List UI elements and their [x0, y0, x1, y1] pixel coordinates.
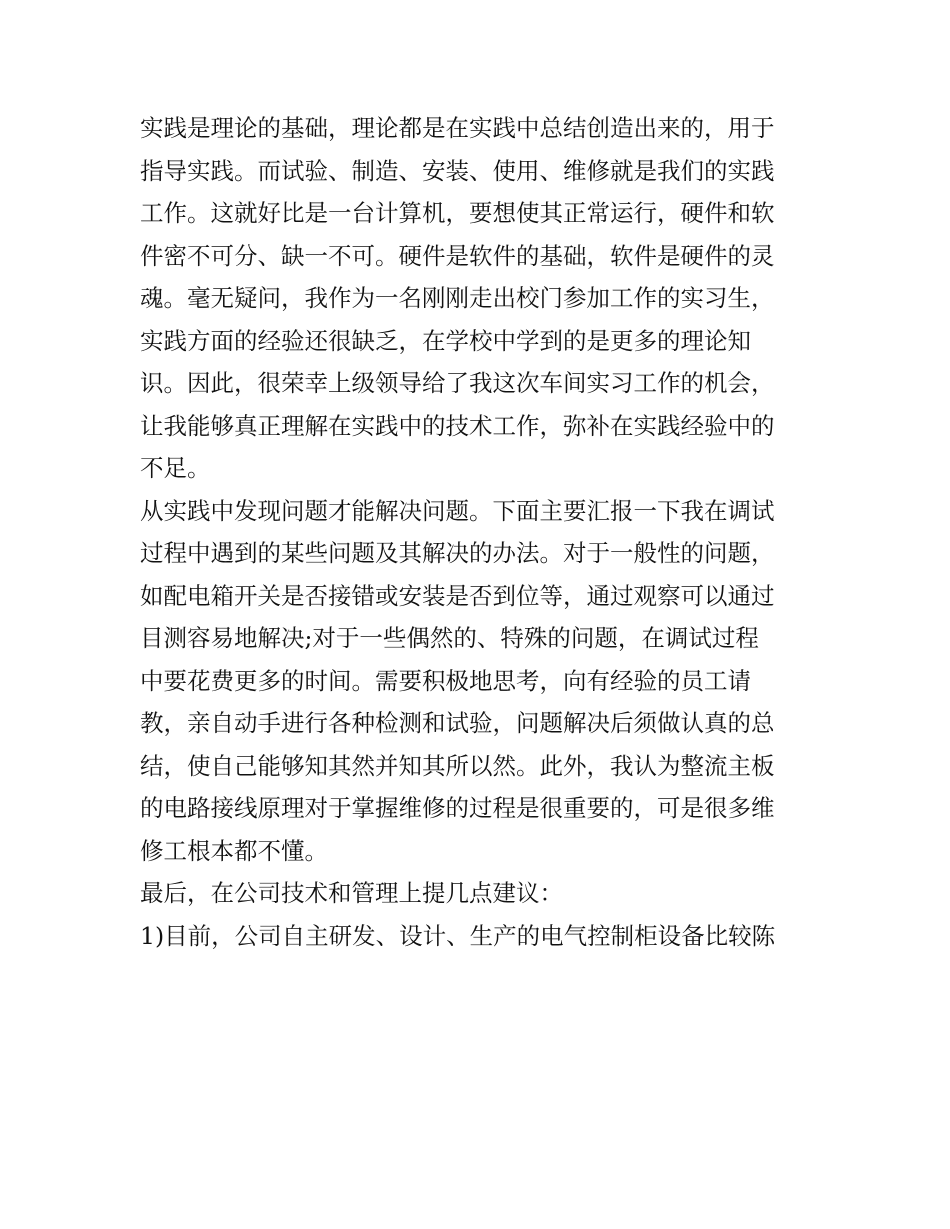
- text-line: 结，使自己能够知其然并知其所以然。此外，我认为整流主板: [140, 751, 775, 780]
- text-line: 工作。这就好比是一台计算机，要想使其正常运行，硬件和软: [140, 199, 775, 227]
- text-line: 1)目前，公司自主研发、设计、生产的电气控制柜设备比较陈: [140, 921, 776, 950]
- text-line: 让我能够真正理解在实践中的技术工作，弥补在实践经验中的: [140, 411, 775, 440]
- body-text: [140, 107, 820, 957]
- text-line: 件密不可分、缺一不可。硬件是软件的基础，软件是硬件的灵: [140, 241, 775, 270]
- text-line: 魂。毫无疑问，我作为一名刚刚走出校门参加工作的实习生，: [140, 284, 775, 312]
- text-line: 最后，在公司技术和管理上提几点建议：: [140, 879, 563, 907]
- text-line: 目测容易地解决;对于一些偶然的、特殊的问题，在调试过程: [140, 624, 759, 652]
- text-line: 从实践中发现问题才能解决问题。下面主要汇报一下我在调试: [140, 496, 775, 525]
- text-line: 中要花费更多的时间。需要积极地思考，向有经验的员工请: [140, 666, 751, 695]
- text-line: 如配电箱开关是否接错或安装是否到位等，通过观察可以通过: [140, 581, 775, 610]
- text-line: 不足。: [140, 454, 211, 482]
- text-line: 教，亲自动手进行各种检测和试验，问题解决后须做认真的总: [140, 709, 775, 737]
- text-line: 修工根本都不懂。: [140, 836, 328, 865]
- text-line: 过程中遇到的某些问题及其解决的办法。对于一般性的问题，: [140, 539, 775, 567]
- text-line: 实践是理论的基础，理论都是在实践中总结创造出来的，用于: [140, 114, 775, 142]
- text-line: 识。因此，很荣幸上级领导给了我这次车间实习工作的机会，: [140, 369, 775, 397]
- text-line: 的电路接线原理对于掌握维修的过程是很重要的，可是很多维: [140, 794, 775, 822]
- text-line: 指导实践。而试验、制造、安装、使用、维修就是我们的实践: [140, 156, 775, 185]
- text-line: 实践方面的经验还很缺乏，在学校中学到的是更多的理论知: [140, 326, 751, 355]
